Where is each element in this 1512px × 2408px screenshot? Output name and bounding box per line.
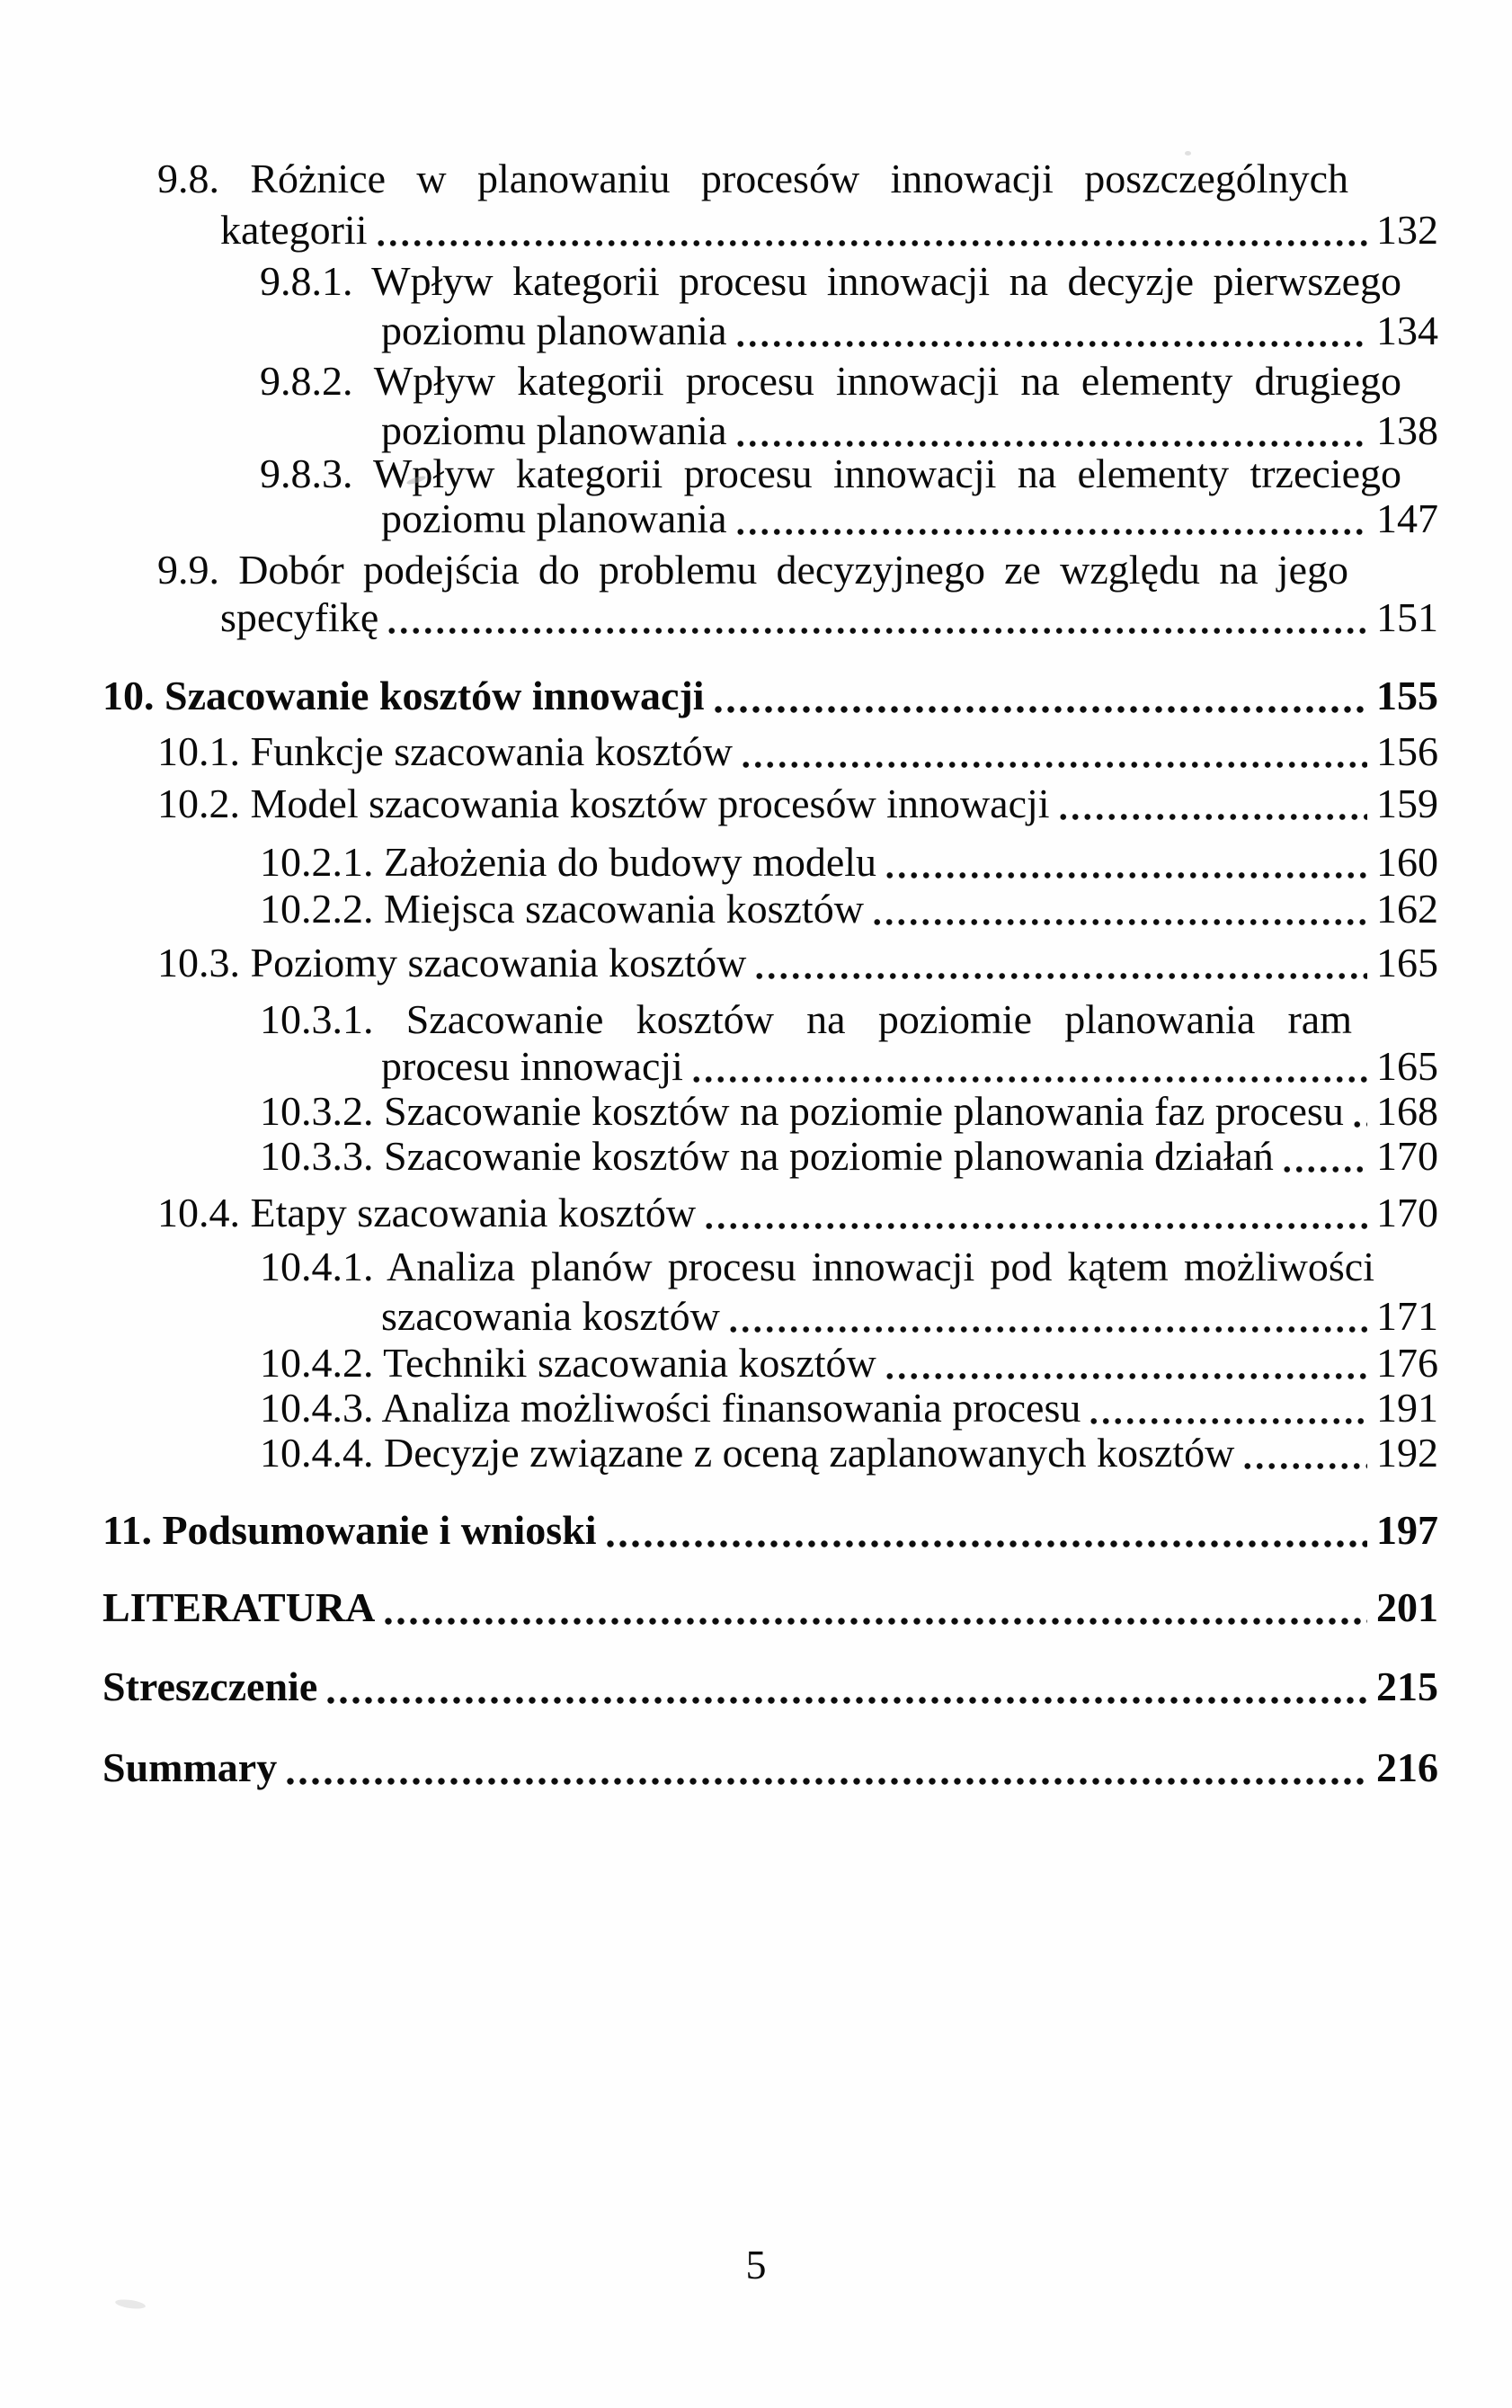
dot-leader xyxy=(734,527,1367,537)
dot-leader xyxy=(734,339,1367,349)
toc-entry-line xyxy=(157,939,1438,987)
toc-page-number: 147 xyxy=(1376,495,1438,541)
dot-leader xyxy=(1057,812,1367,822)
toc-entry-label: poziomu planowania xyxy=(381,495,727,541)
dot-leader xyxy=(1351,1119,1367,1129)
toc-entry-label: 10.3. Poziomy szacowania kosztów xyxy=(157,940,747,985)
toc-entry-text-line: 9.8.3. Wpływ kategorii procesu innowacji na elementy trzeciego xyxy=(260,450,1401,496)
toc-chapter-line xyxy=(102,1583,1438,1632)
toc-page-number: 215 xyxy=(1376,1663,1438,1709)
toc-entry-text-line: 9.8.1. Wpływ kategorii procesu innowacji na decyzje pierwszego xyxy=(260,258,1401,304)
toc-entry-line xyxy=(260,1132,1438,1181)
dot-leader xyxy=(1281,1164,1367,1174)
toc-page-number: 201 xyxy=(1376,1584,1438,1630)
dot-leader xyxy=(284,1776,1367,1787)
toc-page-number: 197 xyxy=(1376,1507,1438,1553)
dot-leader xyxy=(382,1616,1367,1627)
toc-page-number: 216 xyxy=(1376,1744,1438,1790)
toc-page-number: 165 xyxy=(1376,1043,1438,1089)
toc-entry-line xyxy=(157,1189,1438,1237)
toc-page-number: 192 xyxy=(1376,1430,1438,1476)
toc-page-number: 155 xyxy=(1376,673,1438,718)
toc-entry-text-line: 9.8.2. Wpływ kategorii procesu innowacji na elementy drugiego xyxy=(260,358,1401,404)
toc-entry-text-line: 9.9. Dobór podejścia do problemu decyzyjnego ze względu na jego xyxy=(157,547,1348,593)
dot-leader xyxy=(386,626,1367,636)
toc-chapter-line xyxy=(102,672,1438,720)
toc-page-number: 170 xyxy=(1376,1190,1438,1235)
dot-leader xyxy=(734,439,1367,449)
toc-chapter-line xyxy=(102,1663,1438,1711)
toc-entry-line xyxy=(381,1042,1438,1091)
toc-entry-line xyxy=(260,1339,1438,1387)
dot-leader xyxy=(871,917,1367,927)
toc-entry-label: 10.2.2. Miejsca szacowania kosztów xyxy=(260,886,864,932)
dot-leader xyxy=(740,760,1367,770)
toc-entry-line xyxy=(381,1292,1438,1341)
toc-entry-label: Summary xyxy=(102,1744,278,1790)
toc-entry-line xyxy=(260,1384,1438,1432)
toc-page-number: 170 xyxy=(1376,1133,1438,1179)
toc-entry-label: 10.4. Etapy szacowania kosztów xyxy=(157,1190,697,1235)
toc-page-number: 171 xyxy=(1376,1293,1438,1339)
toc-page-number: 134 xyxy=(1376,308,1438,353)
toc-entry-line xyxy=(157,780,1438,828)
toc-entry-text-line: 10.3.1. Szacowanie kosztów na poziomie planowania ram xyxy=(260,996,1352,1042)
toc-entry-label: kategorii xyxy=(220,207,368,253)
toc-chapter-line xyxy=(102,1744,1438,1792)
toc-entry-label: 10.2.1. Założenia do budowy modelu xyxy=(260,839,877,885)
toc-entry-text-line: 10.4.1. Analiza planów procesu innowacji pod kątem możliwości xyxy=(260,1244,1374,1289)
scan-speck xyxy=(1185,151,1191,156)
dot-leader xyxy=(703,1221,1367,1231)
toc-entry-line xyxy=(220,206,1438,254)
toc-entry-line xyxy=(157,727,1438,776)
toc-page-number: 132 xyxy=(1376,207,1438,253)
dot-leader xyxy=(727,1324,1367,1334)
toc-entry-label: Streszczenie xyxy=(102,1663,318,1709)
toc-entry-line xyxy=(381,406,1438,455)
toc-page-number: 156 xyxy=(1376,728,1438,774)
dot-leader xyxy=(753,971,1367,981)
toc-entry-line xyxy=(260,838,1438,887)
toc-entry-label: LITERATURA xyxy=(102,1584,376,1630)
toc-entry-line xyxy=(220,593,1438,642)
dot-leader xyxy=(1088,1416,1367,1426)
toc-page-number: 162 xyxy=(1376,886,1438,932)
toc-page-number: 138 xyxy=(1376,407,1438,453)
toc-entry-line xyxy=(260,885,1438,933)
dot-leader xyxy=(604,1538,1367,1549)
toc-entry-label: szacowania kosztów xyxy=(381,1293,720,1339)
toc-entry-label: 10.1. Funkcje szacowania kosztów xyxy=(157,728,734,774)
toc-entry-label: specyfikę xyxy=(220,594,379,640)
dot-leader xyxy=(884,870,1367,880)
toc-entry-line xyxy=(260,1429,1438,1477)
toc-entry-label: 11. Podsumowanie i wnioski xyxy=(102,1507,597,1553)
toc-entry-line xyxy=(381,307,1438,355)
toc-entry-line xyxy=(260,1087,1438,1136)
page-number-footer: 5 xyxy=(745,2242,767,2288)
toc-entry-label: 10. Szacowanie kosztów innowacji xyxy=(102,673,705,718)
toc-entry-text-line: 9.8. Różnice w planowaniu procesów innowacji poszczególnych xyxy=(157,156,1348,201)
toc-entry-label: poziomu planowania xyxy=(381,407,727,453)
dot-leader xyxy=(690,1075,1367,1084)
toc-page-number: 159 xyxy=(1376,780,1438,826)
toc-page-number: 165 xyxy=(1376,940,1438,985)
toc-page-number: 176 xyxy=(1376,1340,1438,1386)
toc-entry-label: procesu innowacji xyxy=(381,1043,683,1089)
toc-entry-label: 10.4.2. Techniki szacowania kosztów xyxy=(260,1340,876,1386)
scan-speck xyxy=(115,2298,147,2311)
toc-entry-label: 10.2. Model szacowania kosztów procesów innowacji xyxy=(157,780,1050,826)
toc-page-number: 168 xyxy=(1376,1088,1438,1134)
toc-page-number: 151 xyxy=(1376,594,1438,640)
dot-leader xyxy=(712,704,1367,715)
toc-entry-label: 10.4.3. Analiza możliwości finansowania procesu xyxy=(260,1385,1081,1431)
toc-entry-label: 10.3.2. Szacowanie kosztów na poziomie planowania faz procesu xyxy=(260,1088,1344,1134)
toc-entry-line xyxy=(381,495,1438,543)
dot-leader xyxy=(884,1371,1367,1381)
toc-entry-label: 10.4.4. Decyzje związane z oceną zaplanowanych kosztów xyxy=(260,1430,1235,1476)
toc-page-number: 191 xyxy=(1376,1385,1438,1431)
dot-leader xyxy=(325,1695,1367,1706)
toc-entry-label: poziomu planowania xyxy=(381,308,727,353)
dot-leader xyxy=(1241,1461,1367,1471)
toc-chapter-line xyxy=(102,1506,1438,1555)
toc-page-number: 160 xyxy=(1376,839,1438,885)
dot-leader xyxy=(375,238,1368,248)
toc-entry-label: 10.3.3. Szacowanie kosztów na poziomie planowania działań xyxy=(260,1133,1274,1179)
